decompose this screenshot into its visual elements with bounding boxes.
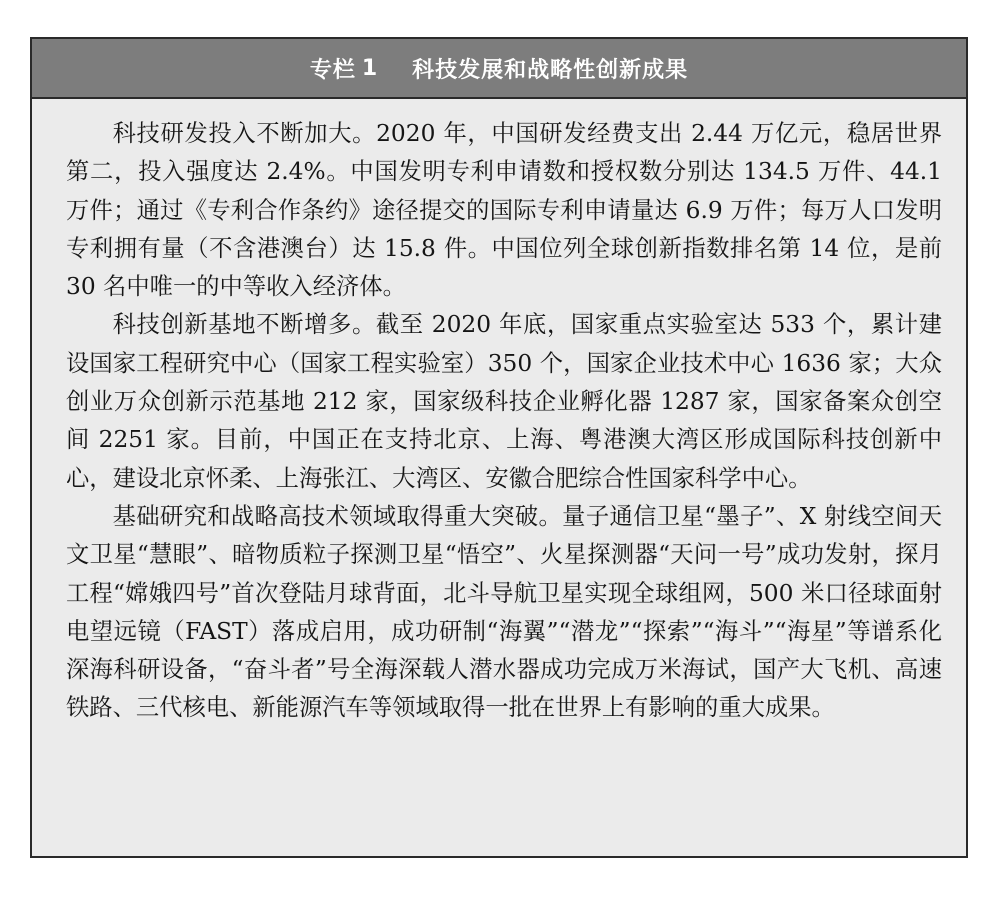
paragraph-innovation-bases: 科技创新基地不断增多。截至 2020 年底，国家重点实验室达 533 个，累计建设国家工程研究中心（国家工程实验室）350 个，国家企业技术中心 1636 家；大众创业万众创新示范基地 212 家，国家级科技企业孵化器 1287 家，国家备案众创空间 2251 家。目前，中国正在支持北京、上海、粤港澳大湾区形成国际科技创新中心，建设北京怀柔、上海张江、大湾区、安徽合肥综合性国家科学中心。 [66,311,942,492]
column-title: 科技发展和战略性创新成果 [412,57,689,83]
column-box [30,37,968,858]
paragraph-breakthroughs: 基础研究和战略高技术领域取得重大突破。量子通信卫星“墨子”、X 射线空间天文卫星“慧眼”、暗物质粒子探测卫星“悟空”、火星探测器“天问一号”成功发射，探月工程“嫦娥四号”首次登陆月球背面，北斗导航卫星实现全球组网，500 米口径球面射电望远镜（FAST）落成启用，成功研制“海翼”“潜龙”“探索”“海斗”“海星”等谱系化深海科研设备，“奋斗者”号全海深载人潜水器成功完成万米海试，国产大飞机、高速铁路、三代核电、新能源汽车等领域取得一批在世界上有影响的重大成果。 [66,502,942,722]
column-number: 1 [361,55,379,81]
column-prefix: 专栏 [309,57,356,83]
column-header [32,39,966,99]
column-body [32,99,966,856]
paragraph-rd-investment: 科技研发投入不断加大。2020 年，中国研发经费支出 2.44 万亿元，稳居世界第二，投入强度达 2.4%。中国发明专利申请数和授权数分别达 134.5 万件、44.1 万件；通过《专利合作条约》途径提交的国际专利申请量达 6.9 万件；每万人口发明专利拥有量（不含港澳台）达 15.8 件。中国位列全球创新指数排名第 14 位，是前 30 名中唯一的中等收入经济体。 [66,120,942,301]
